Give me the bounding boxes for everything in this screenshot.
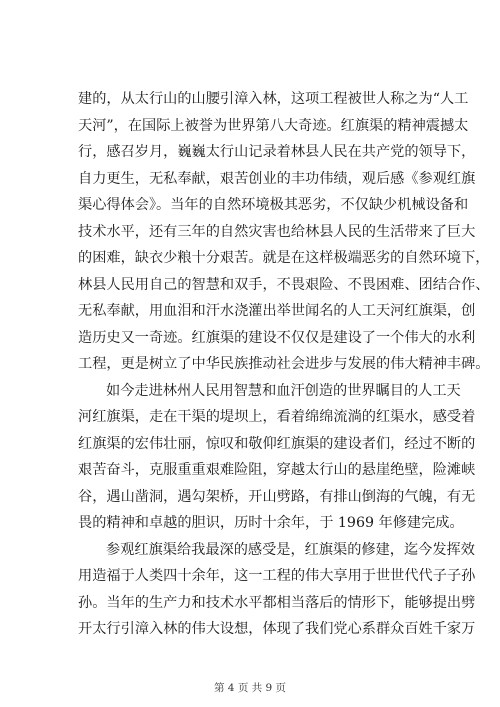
text-line: 渠心得体会》。当年的自然环境极其恶劣，不仅缺少机械设备和 xyxy=(78,197,469,213)
text-line: 河红旗渠，走在干渠的堤坝上，看着绵绵流淌的红渠水，感受着 xyxy=(78,409,476,425)
text-line: 参观红旗渠给我最深的感受是，红旗渠的修建，迄今发挥效 xyxy=(106,541,475,558)
document-body xyxy=(78,86,490,643)
text-line: 林县人民用自己的智慧和双手，不畏艰险、不畏困难、团结合作、 xyxy=(78,276,490,293)
text-line: 谷，遇山凿洞，遇勾架桥，开山劈路，有排山倒海的气魄，有无 xyxy=(78,488,476,505)
text-line: 开太行引漳入林的伟大设想，体现了我们党心系群众百姓千家万 xyxy=(78,621,476,637)
text-line: 的困难，缺衣少粮十分艰苦。就是在这样极端恶劣的自然环境下， xyxy=(78,250,490,266)
text-line: 无私奉献，用血泪和汗水浇灌出举世闻名的人工天河红旗渠，创 xyxy=(78,303,476,319)
text-line: 造历史又一奇迹。红旗渠的建设不仅仅是建设了一个伟大的水利 xyxy=(78,329,476,346)
text-line: 如今走进林州人民用智慧和血汗创造的世界瞩目的人工天 xyxy=(106,382,461,399)
text-line: 天河”，在国际上被誉为世界第八大奇迹。红旗渠的精神震撼太 xyxy=(78,117,469,134)
text-line: 畏的精神和卓越的胆识，历时十余年，于 1969 年修建完成。 xyxy=(78,515,464,531)
page-footer: 第 4 页 共 9 页 xyxy=(213,682,287,694)
text-line: 孙。当年的生产力和技术水平都相当落后的情形下，能够提出劈 xyxy=(78,594,476,611)
text-line: 工程，更是树立了中华民族推动社会进步与发展的伟大精神丰碑。 xyxy=(78,356,490,372)
text-line: 红旗渠的宏伟壮丽，惊叹和敬仰红旗渠的建设者们，经过不断的 xyxy=(78,435,476,452)
text-line: 技术水平，还有三年的自然灾害也给林县人民的生活带来了巨大 xyxy=(78,223,476,240)
text-line: 自力更生，无私奉献，艰苦创业的丰功伟绩，观后感《参观红旗 xyxy=(78,170,476,187)
text-line: 用造福于人类四十余年，这一工程的伟大享用于世世代代子子孙 xyxy=(78,568,476,584)
text-line: 行，感召岁月，巍巍太行山记录着林县人民在共产党的领导下， xyxy=(78,144,476,160)
text-line: 艰苦奋斗，克服重重艰难险阻，穿越太行山的悬崖绝壁，险滩峡 xyxy=(78,462,476,478)
text-line: 建的，从太行山的山腰引漳入林，这项工程被世人称之为“人工 xyxy=(78,91,469,107)
